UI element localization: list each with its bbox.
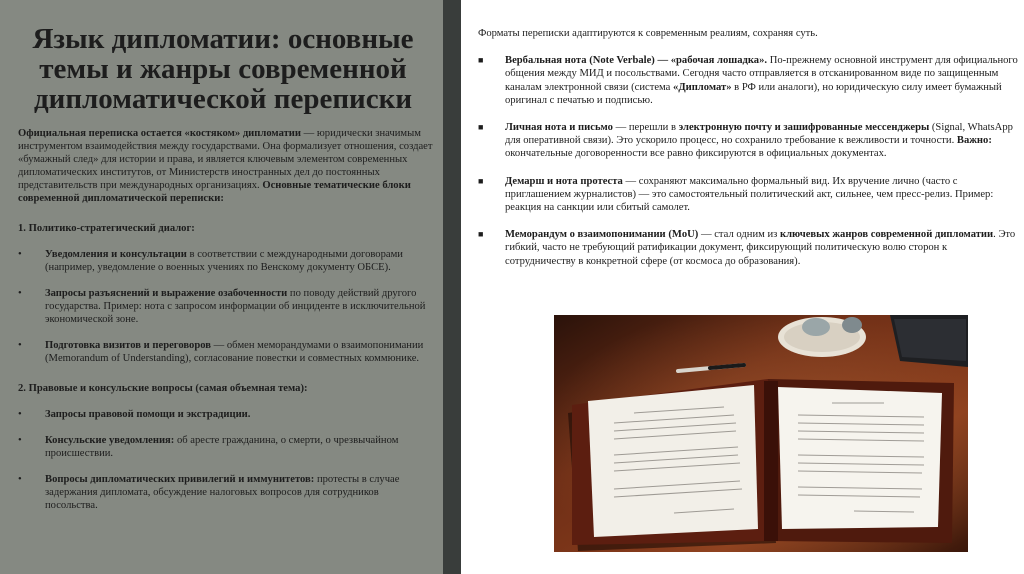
bullet-mark: • bbox=[18, 435, 22, 446]
list-item bbox=[18, 339, 433, 365]
list-item-bold: Запросы разъяснений и выражение озабоченности bbox=[45, 288, 288, 299]
list-item-bold: Вопросы дипломатических привилегий и иммунитетов: bbox=[45, 474, 315, 485]
list-item-bold: Подготовка визитов и переговоров bbox=[45, 340, 211, 351]
format-item-plain: в РФ или аналоги), но юридическую силу имеет бумажный оригинал с печатью и подписью. bbox=[505, 81, 1002, 106]
format-item-bold: Важно: bbox=[956, 135, 992, 147]
intro-paragraph bbox=[18, 127, 433, 205]
format-item bbox=[478, 121, 1018, 161]
list-item-bold: Уведомления и консультации bbox=[45, 249, 187, 260]
left-content bbox=[18, 127, 433, 512]
intro-text-1: — юридически значимым инструментом взаимодействия между государствами. Она формализует отношения, создает «бумажный след» для истории и права, и является ключевым элементом современных дипломатических институтов, от Министерств иностранных дел до постоянных представительств при международных организациях. bbox=[18, 128, 433, 191]
list-item bbox=[18, 473, 433, 512]
square-bullet-icon: ■ bbox=[478, 122, 484, 133]
bullet-mark: • bbox=[18, 340, 22, 351]
format-item-text bbox=[505, 121, 1018, 161]
format-item-plain: По-прежнему основной инструмент для официального общения между МИД и посольствами. Сегодня часто отправляется в отсканированном виде по защищенным каналам электронной связи (система bbox=[505, 55, 1018, 93]
list-item bbox=[18, 434, 433, 460]
square-bullet-icon: ■ bbox=[478, 55, 484, 66]
format-item-bold: ключевых жанров современной дипломатии bbox=[780, 229, 994, 241]
format-item-text bbox=[505, 228, 1018, 268]
diplomatic-folder-photo bbox=[554, 315, 968, 552]
intro-bold-2: Основные тематические блоки современной дипломатической переписки: bbox=[18, 180, 411, 204]
list-item bbox=[18, 287, 433, 326]
format-item-plain: — перешли в bbox=[612, 122, 679, 134]
section-heading-political: 1. Политико-стратегический диалог: bbox=[18, 223, 195, 234]
list-item-text: протесты в случае задержания дипломата, обсуждение налоговых вопросов для сотрудников посольства. bbox=[45, 474, 400, 511]
format-item-plain: — стал одним из bbox=[698, 229, 780, 241]
bullet-mark: • bbox=[18, 474, 22, 485]
square-bullet-icon: ■ bbox=[478, 229, 484, 240]
format-item-bold: Меморандум о взаимопонимании (MoU) bbox=[505, 229, 699, 241]
panel-divider bbox=[443, 0, 461, 574]
format-item-bold: электронную почту и зашифрованные мессенджеры bbox=[678, 122, 930, 134]
list-item bbox=[18, 248, 433, 274]
list-item-text: об аресте гражданина, о смерти, о чрезвычайном происшествии. bbox=[45, 435, 399, 459]
format-item bbox=[478, 175, 1018, 215]
format-item-plain: окончательные договоренности все равно фиксируются в официальных документах. bbox=[505, 148, 887, 160]
bullet-mark: • bbox=[18, 249, 22, 260]
format-item-bold: Личная нота и письмо bbox=[505, 122, 613, 134]
formats-list bbox=[478, 54, 1018, 268]
formats-lead: Форматы переписки адаптируются к современным реалиям, сохраняя суть. bbox=[478, 28, 818, 39]
list-item-bold: Консульские уведомления: bbox=[45, 435, 175, 446]
format-item-bold: «Дипломат» bbox=[673, 81, 732, 93]
format-item-plain: — сохраняют максимально формальный вид. Их вручение лично (часто с приглашением журналистов) — это самостоятельный политический акт, сильнее, чем пресс-релиз. Пример: реакция на санкции или сбитый самолет. bbox=[505, 175, 994, 214]
bullet-mark: • bbox=[18, 288, 22, 299]
list-item-bold: Запросы правовой помощи и экстрадиции. bbox=[45, 409, 251, 420]
list-item bbox=[18, 408, 433, 421]
format-item-text bbox=[505, 54, 1018, 107]
right-content bbox=[478, 27, 1018, 268]
format-item bbox=[478, 54, 1018, 107]
intro-bold-1: Официальная переписка остается «костяком» дипломатии bbox=[18, 128, 301, 139]
list-item-text: в соответствии с международными договорами (например, уведомление о военных учениях по Венскому документу ОБСЕ). bbox=[45, 249, 403, 273]
bullet-mark: • bbox=[18, 409, 22, 420]
format-item-plain: . Это гибкий, часто не требующий ратификации документ, фиксирующий политическую волю сторон к сотрудничеству в конкретной сфере (от космоса до образования). bbox=[505, 229, 1016, 267]
format-item-bold: Вербальная нота (Note Verbale) — «рабочая лошадка». bbox=[505, 55, 768, 67]
format-item bbox=[478, 228, 1018, 268]
slide-title: Язык дипломатии: основные темы и жанры современной дипломатической переписки bbox=[32, 23, 414, 115]
list-item-text: по поводу действий другого государства. Пример: нота с запросом информации об инциденте в исключительной экономической зоне. bbox=[45, 288, 426, 325]
format-item-text bbox=[505, 175, 1018, 215]
section-heading-legal: 2. Правовые и консульские вопросы (самая объемная тема): bbox=[18, 383, 308, 394]
format-item-bold: Демарш и нота протеста bbox=[505, 175, 623, 187]
square-bullet-icon: ■ bbox=[478, 175, 484, 186]
format-item-plain: (Signal, WhatsApp для оперативной связи). Это ускорило процесс, но сохранило требование к вежливости и точности. bbox=[505, 122, 1013, 147]
list-item-text: — обмен меморандумами о взаимопонимании (Memorandum of Understanding), согласование повестки и совместных коммюнике. bbox=[45, 340, 424, 364]
